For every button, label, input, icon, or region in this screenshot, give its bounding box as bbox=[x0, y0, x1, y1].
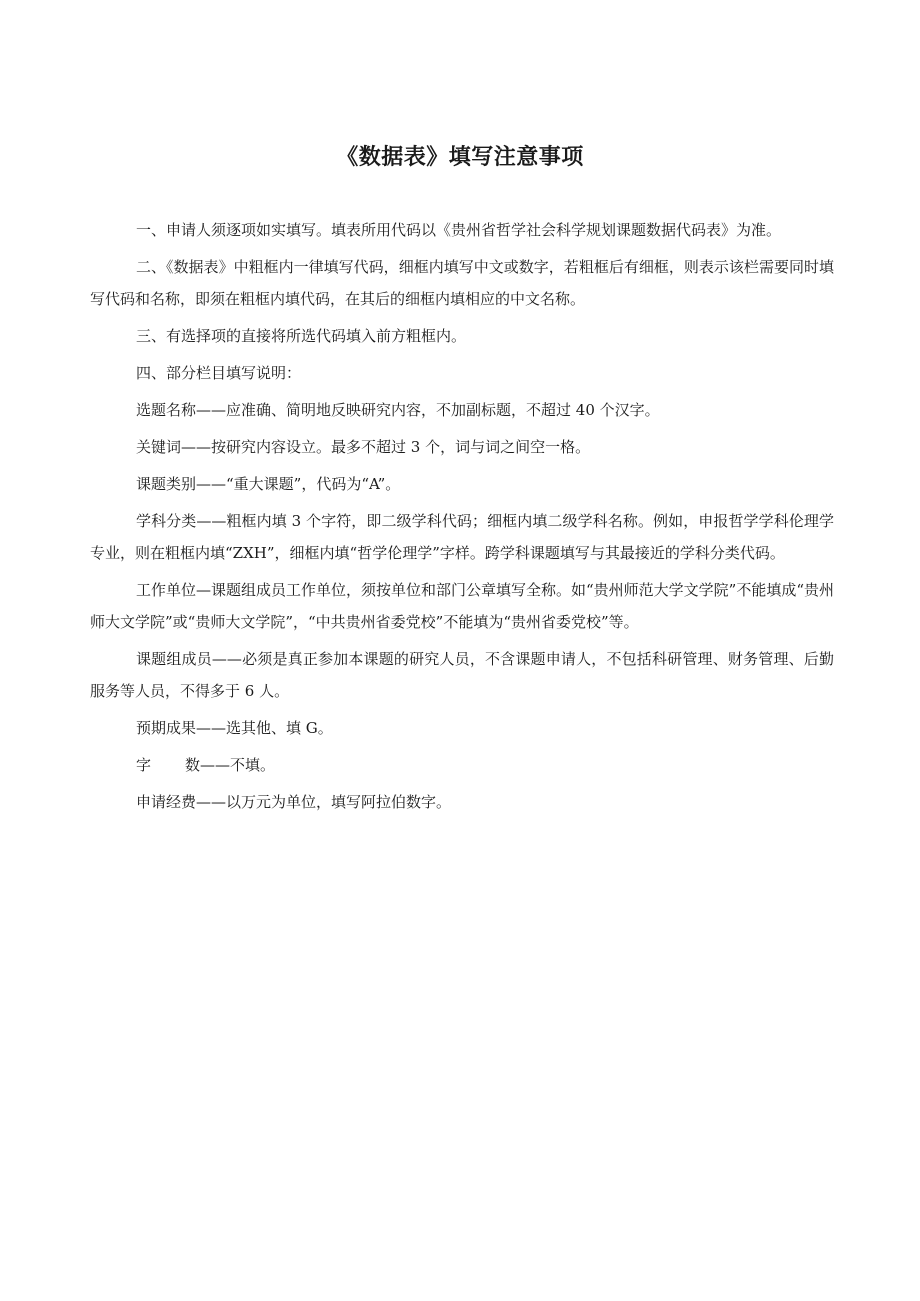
paragraph-expected-results: 预期成果——选其他、填 G。 bbox=[136, 719, 333, 737]
paragraph-keywords: 关键词——按研究内容设立。最多不超过 3 个，词与词之间空一格。 bbox=[136, 438, 591, 456]
paragraph-4: 四、部分栏目填写说明： bbox=[136, 364, 302, 382]
paragraph-1: 一、申请人须逐项如实填写。填表所用代码以《贵州省哲学社会科学规划课题数据代码表》为准。 bbox=[136, 221, 782, 239]
word-count-label-second: 数——不填。 bbox=[185, 756, 276, 774]
paragraph-2: 二、《数据表》中粗框内一律填写代码，细框内填写中文或数字，若粗框后有细框，则表示该栏需要同时填写代码和名称，即须在粗框内填代码，在其后的细框内填相应的中文名称。 bbox=[90, 258, 834, 308]
word-count-label-first: 字 bbox=[136, 756, 152, 774]
paragraph-project-category: 课题类别——“重大课题”，代码为“A”。 bbox=[136, 475, 401, 493]
paragraph-topic-name: 选题名称——应准确、简明地反映研究内容，不加副标题，不超过 40 个汉字。 bbox=[136, 401, 660, 419]
paragraph-team-members: 课题组成员——必须是真正参加本课题的研究人员，不含课题申请人，不包括科研管理、财务管理、后勤服务等人员，不得多于 6 人。 bbox=[90, 650, 834, 700]
paragraph-word-count bbox=[90, 749, 834, 781]
paragraph-3: 三、有选择项的直接将所选代码填入前方粗框内。 bbox=[136, 327, 467, 345]
paragraph-funding: 申请经费——以万元为单位，填写阿拉伯数字。 bbox=[136, 793, 452, 811]
document-title: 《数据表》填写注意事项 bbox=[336, 145, 584, 170]
paragraph-subject-classification: 学科分类——粗框内填 3 个字符，即二级学科代码；细框内填二级学科名称。例如，申报哲学学科伦理学专业，则在粗框内填“ZXH”，细框内填“哲学伦理学”字样。跨学科课题填写与其最接近的学科分类代码。 bbox=[90, 512, 834, 562]
document-body bbox=[90, 214, 834, 823]
paragraph-work-unit: 工作单位—课题组成员工作单位，须按单位和部门公章填写全称。如“贵州师范大学文学院”不能填成“贵州师大文学院”或“贵师大文学院”，“中共贵州省委党校”不能填为“贵州省委党校”等。 bbox=[90, 581, 835, 631]
